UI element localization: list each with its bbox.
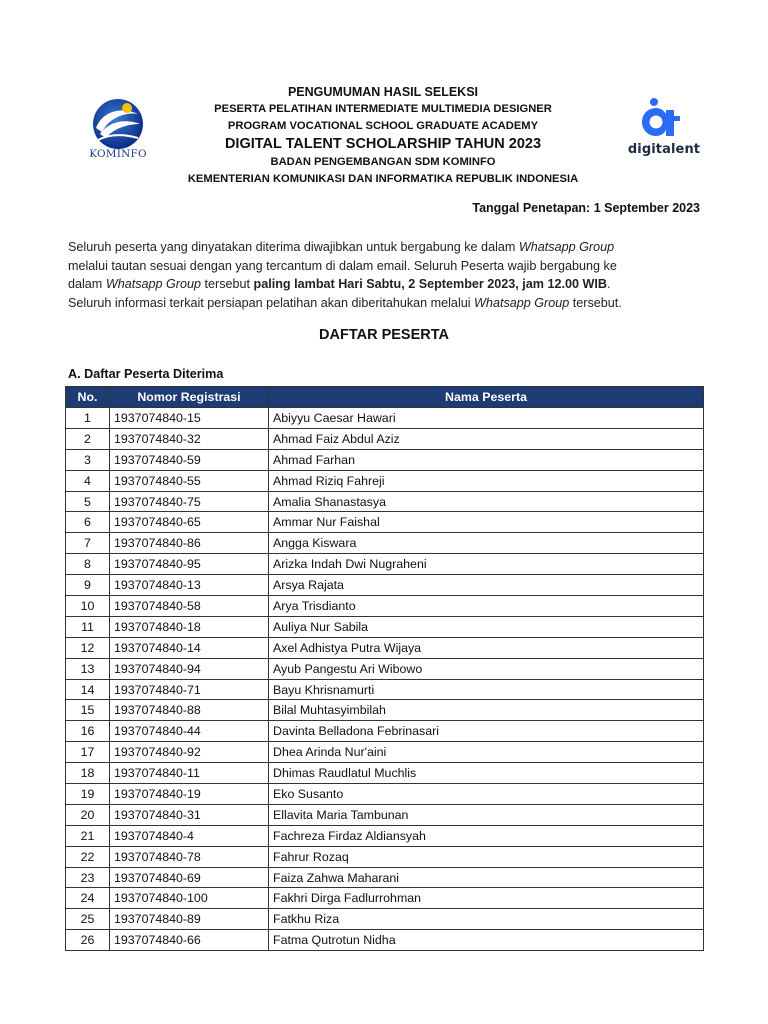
table-row [66,846,704,867]
cell-no: 9 [66,575,110,596]
table-row [66,575,704,596]
cell-registration-number: 1937074840-18 [110,616,269,637]
cell-participant-name: Arizka Indah Dwi Nugraheni [269,554,704,575]
cell-registration-number: 1937074840-31 [110,804,269,825]
cell-participant-name: Bilal Muhtasyimbilah [269,700,704,721]
cell-no: 13 [66,658,110,679]
cell-participant-name: Dhimas Raudlatul Muchlis [269,763,704,784]
table-row [66,679,704,700]
cell-no: 12 [66,637,110,658]
cell-registration-number: 1937074840-78 [110,846,269,867]
intro-italic: Whatsapp Group [105,277,202,291]
cell-registration-number: 1937074840-58 [110,596,269,617]
cell-registration-number: 1937074840-94 [110,658,269,679]
cell-no: 1 [66,408,110,429]
decision-date: Tanggal Penetapan: 1 September 2023 [472,201,700,215]
kominfo-logo [80,98,156,166]
table-row [66,658,704,679]
table-row [66,804,704,825]
cell-participant-name: Arya Trisdianto [269,596,704,617]
cell-participant-name: Fatma Qutrotun Nidha [269,930,704,951]
cell-registration-number: 1937074840-69 [110,867,269,888]
cell-participant-name: Fatkhu Riza [269,909,704,930]
intro-text: Seluruh informasi terkait persiapan pelatihan akan diberitahukan melalui [68,295,475,310]
cell-no: 25 [66,909,110,930]
cell-participant-name: Ayub Pangestu Ari Wibowo [269,658,704,679]
cell-no: 4 [66,470,110,491]
cell-participant-name: Axel Adhistya Putra Wijaya [269,637,704,658]
heading-line-2: PESERTA PELATIHAN INTERMEDIATE MULTIMEDIA DESIGNER [214,103,552,115]
cell-participant-name: Auliya Nur Sabila [269,616,704,637]
cell-participant-name: Fachreza Firdaz Aldiansyah [269,825,704,846]
table-row [66,930,704,951]
cell-registration-number: 1937074840-44 [110,721,269,742]
heading-line-1: PENGUMUMAN HASIL SELEKSI [287,85,479,99]
table-row [66,554,704,575]
intro-text: . [607,277,611,291]
cell-no: 2 [66,428,110,449]
cell-participant-name: Abiyyu Caesar Hawari [269,408,704,429]
intro-text: dalam [68,277,106,291]
table-row [66,533,704,554]
digitalent-logo [614,96,714,166]
table-row [66,888,704,909]
table-row [66,428,704,449]
announcement-heading [160,84,606,188]
cell-registration-number: 1937074840-88 [110,700,269,721]
cell-registration-number: 1937074840-13 [110,575,269,596]
cell-no: 22 [66,846,110,867]
cell-no: 20 [66,804,110,825]
cell-registration-number: 1937074840-32 [110,428,269,449]
table-row [66,470,704,491]
cell-no: 10 [66,596,110,617]
intro-text: melalui tautan sesuai dengan yang tercantum di dalam email. Seluruh Peserta wajib bergabung ke [68,258,617,273]
cell-registration-number: 1937074840-92 [110,742,269,763]
cell-participant-name: Davinta Belladona Febrinasari [269,721,704,742]
cell-registration-number: 1937074840-55 [110,470,269,491]
table-row [66,637,704,658]
intro-italic: Whatsapp Group [518,240,615,254]
intro-text: tersebut. [569,295,622,310]
cell-no: 17 [66,742,110,763]
cell-registration-number: 1937074840-71 [110,679,269,700]
table-row [66,408,704,429]
table-row [66,825,704,846]
intro-paragraph [68,238,708,312]
table-header-row [66,387,704,408]
cell-registration-number: 1937074840-11 [110,763,269,784]
cell-no: 15 [66,700,110,721]
cell-registration-number: 1937074840-14 [110,637,269,658]
cell-registration-number: 1937074840-15 [110,408,269,429]
intro-deadline: paling lambat Hari Sabtu, 2 September 2023, jam 12.00 WIB [253,277,607,291]
kominfo-emblem-icon [80,98,156,150]
table-row [66,512,704,533]
kominfo-logo-text: KOMINFO [89,148,147,160]
table-body [66,408,704,951]
cell-registration-number: 1937074840-59 [110,449,269,470]
cell-participant-name: Arsya Rajata [269,575,704,596]
cell-registration-number: 1937074840-100 [110,888,269,909]
cell-participant-name: Ahmad Farhan [269,449,704,470]
heading-line-3: PROGRAM VOCATIONAL SCHOOL GRADUATE ACADEMY [227,120,539,132]
cell-no: 26 [66,930,110,951]
cell-participant-name: Ellavita Maria Tambunan [269,804,704,825]
cell-registration-number: 1937074840-95 [110,554,269,575]
cell-no: 6 [66,512,110,533]
cell-participant-name: Ammar Nur Faishal [269,512,704,533]
cell-registration-number: 1937074840-66 [110,930,269,951]
cell-no: 23 [66,867,110,888]
cell-registration-number: 1937074840-4 [110,825,269,846]
table-row [66,721,704,742]
heading-line-4: DIGITAL TALENT SCHOLARSHIP TAHUN 2023 [224,136,542,152]
cell-participant-name: Dhea Arinda Nur'aini [269,742,704,763]
cell-no: 24 [66,888,110,909]
cell-registration-number: 1937074840-19 [110,784,269,805]
intro-italic: Whatsapp Group [474,295,570,310]
heading-line-6: KEMENTERIAN KOMUNIKASI DAN INFORMATIKA REPUBLIK INDONESIA [187,173,579,185]
heading-line-5: BADAN PENGEMBANGAN SDM KOMINFO [270,156,496,168]
table-row [66,449,704,470]
table-row [66,616,704,637]
cell-no: 16 [66,721,110,742]
intro-text: Seluruh peserta yang dinyatakan diterima diwajibkan untuk bergabung ke dalam [68,240,519,254]
table-row [66,700,704,721]
table-row [66,763,704,784]
cell-participant-name: Ahmad Faiz Abdul Aziz [269,428,704,449]
cell-no: 18 [66,763,110,784]
cell-registration-number: 1937074840-65 [110,512,269,533]
cell-no: 8 [66,554,110,575]
cell-no: 5 [66,491,110,512]
cell-participant-name: Amalia Shanastasya [269,491,704,512]
header-participant-name: Nama Peserta [269,387,704,408]
table-row [66,596,704,617]
header-registration-number: Nomor Registrasi [110,387,269,408]
header-no: No. [66,387,110,408]
cell-no: 21 [66,825,110,846]
table-row [66,909,704,930]
cell-registration-number: 1937074840-75 [110,491,269,512]
digitalent-mark-icon [614,96,714,142]
cell-participant-name: Eko Susanto [269,784,704,805]
table-row [66,867,704,888]
cell-no: 7 [66,533,110,554]
cell-no: 14 [66,679,110,700]
digitalent-logo-text: digitalent [627,142,701,157]
cell-no: 19 [66,784,110,805]
section-title: DAFTAR PESERTA [319,327,449,343]
cell-participant-name: Angga Kiswara [269,533,704,554]
participants-table [65,386,704,951]
cell-participant-name: Fahrur Rozaq [269,846,704,867]
cell-no: 3 [66,449,110,470]
intro-text: tersebut [201,277,254,291]
cell-no: 11 [66,616,110,637]
cell-registration-number: 1937074840-86 [110,533,269,554]
table-row [66,742,704,763]
cell-registration-number: 1937074840-89 [110,909,269,930]
cell-participant-name: Ahmad Riziq Fahreji [269,470,704,491]
table-row [66,784,704,805]
cell-participant-name: Fakhri Dirga Fadlurrohman [269,888,704,909]
cell-participant-name: Bayu Khrisnamurti [269,679,704,700]
subsection-title: A. Daftar Peserta Diterima [68,367,224,381]
cell-participant-name: Faiza Zahwa Maharani [269,867,704,888]
table-row [66,491,704,512]
